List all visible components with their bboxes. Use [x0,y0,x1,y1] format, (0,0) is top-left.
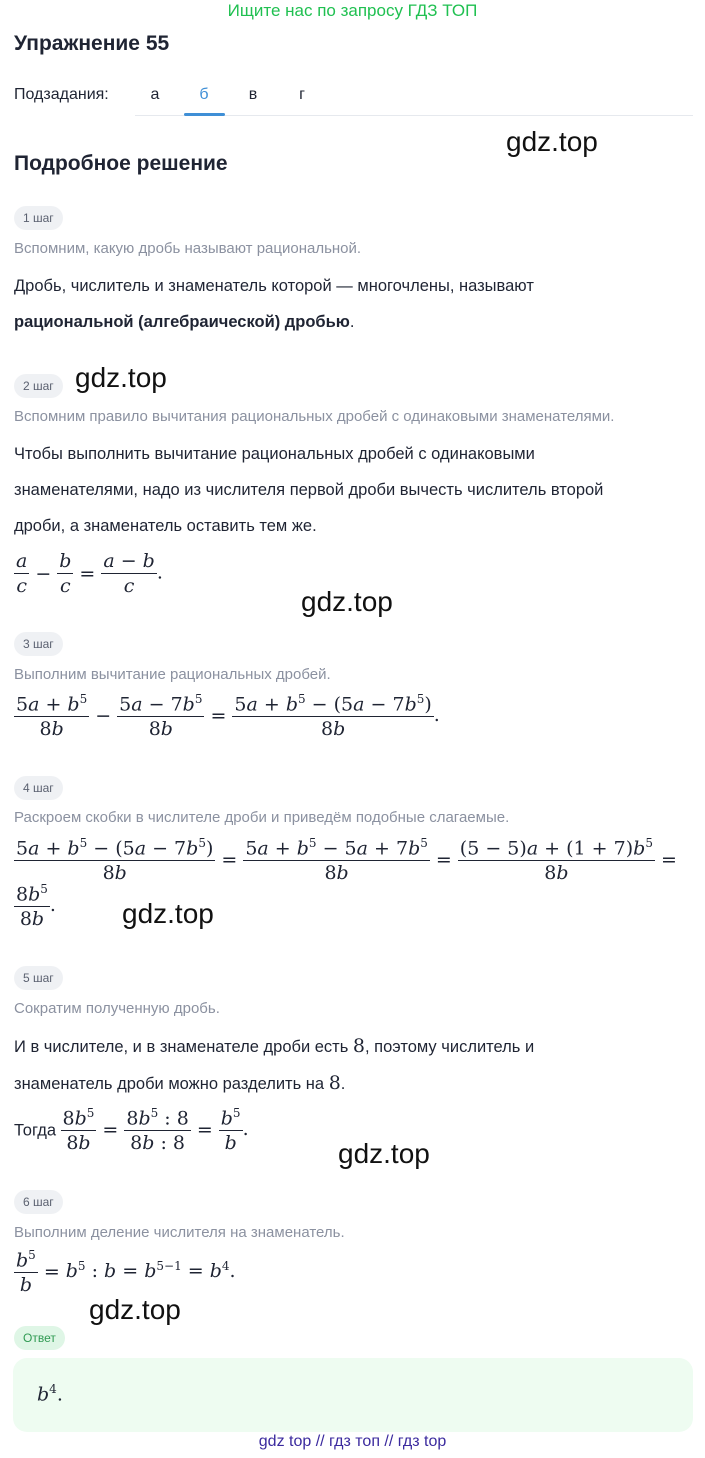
step-text-line: знаменателями, надо из числителя первой дроби вычесть числитель второй [14,481,604,499]
watermark: gdz.top [338,1138,430,1169]
formula-step4: $\frac{5a + b^5 - (5a - 7b^5)}{8b}$ = $\frac{5a + b^5 - 5a + 7b^5}{8b}$ = $\frac{(5 - 5)a + (1 + 7)b^5}{8b}$ = [16,836,677,885]
watermark: gdz.top [75,362,167,393]
footer-links[interactable]: gdz top // гдз топ // гдз top [258,1433,447,1450]
step-text-bold: рациональной (алгебраической) дробью [14,313,350,331]
formula-step6: $\frac{b^5}{b}$ = $b^5$ : $b = b^{5-1} = b^4$. [16,1248,236,1297]
tab-g[interactable]: г [299,86,305,103]
step-hint: Выполним вычитание рациональных дробей. [14,666,331,683]
step-text [14,436,704,544]
formula-step5: Тогда $\frac{8b^5}{8b}$ = $\frac{8b^5 : 8}{8b : 8}$ = $\frac{b^5}{b}$ . [14,1106,249,1155]
search-banner: Ищите нас по запросу ГДЗ ТОП [227,1,478,20]
step-hint: Выполним деление числителя на знаменатель. [14,1224,345,1241]
step-text-line: дроби, а знаменатель оставить тем же. [14,517,317,535]
answer-badge: Ответ [14,1326,65,1350]
watermark: gdz.top [301,586,393,617]
watermark: gdz.top [506,126,598,157]
tab-v[interactable]: в [248,86,258,103]
step-text [14,1028,704,1102]
step-text-line: И в числителе, и в знаменателе дроби есть 8, поэтому числитель и [14,1035,535,1057]
formula-step4-result: $\frac{8b^5}{8b}$ . [16,882,56,931]
step-badge: 1 шаг [14,206,63,230]
tab-a[interactable]: а [150,86,160,103]
section-title: Подробное решение [14,152,228,175]
step-badge: 3 шаг [14,632,63,656]
answer-box [13,1358,693,1432]
number-eight: 8 [352,1035,366,1057]
tab-active-indicator [184,113,225,116]
step-hint: Вспомним правило вычитания рациональных дробей с одинаковыми знаменателями. [14,408,615,425]
then-label: Тогда [14,1121,57,1140]
step-text-line: знаменатель дроби можно разделить на 8. [14,1072,346,1094]
step-badge: 6 шаг [14,1190,63,1214]
watermark: gdz.top [89,1294,181,1325]
page-title: Упражнение 55 [14,32,170,55]
step-badge: 5 шаг [14,966,63,990]
tab-b[interactable]: б [199,86,209,103]
formula-step3: $\frac{5a + b^5}{8b}$ − $\frac{5a - 7b^5}{8b}$ = $\frac{5a + b^5 - (5a - 7b^5)}{8b}$ . [16,692,440,741]
step-text: Дробь, числитель и знаменатель которой — многочлены, называют рациональной (алгебраической) дробью. [14,277,534,331]
step-hint: Сократим полученную дробь. [14,1000,220,1017]
step-text-plain: Дробь, числитель и знаменатель которой — многочлены, называют [14,277,534,295]
watermark: gdz.top [122,898,214,929]
step-text-line: Чтобы выполнить вычитание рациональных дробей с одинаковыми [14,445,535,463]
step-badge: 2 шаг [14,374,63,398]
answer-value: $b^4$. [37,1382,63,1406]
step-hint: Раскроем скобки в числителе дроби и приведём подобные слагаемые. [14,809,510,826]
formula-rule: $\frac{a}{c}$ − $\frac{b}{c}$ = $\frac{a - b}{c}$ . [16,550,163,597]
step-badge: 4 шаг [14,776,63,800]
subtasks-label: Подзадания: [14,86,109,103]
step-hint: Вспомним, какую дробь называют рациональной. [14,240,362,257]
number-eight: 8 [328,1072,341,1094]
